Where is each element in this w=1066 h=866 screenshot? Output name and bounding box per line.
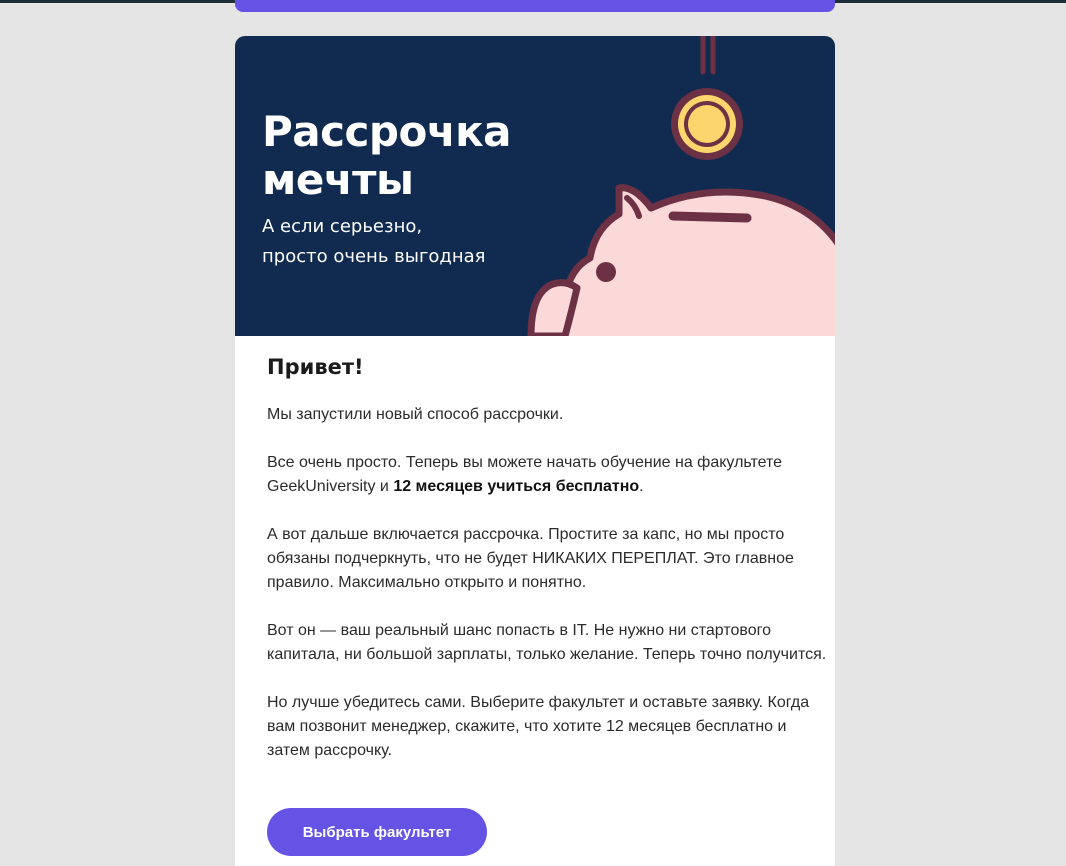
email-card (235, 36, 835, 866)
paragraph-offer-highlight: 12 месяцев учиться бесплатно (393, 478, 640, 495)
hero-banner (235, 36, 835, 336)
hero-subtitle-line2: просто очень выгодная (262, 246, 486, 267)
pig-icon (531, 188, 835, 336)
paragraph-offer (267, 451, 827, 499)
hero-subtitle (262, 212, 542, 272)
hero-title (262, 108, 582, 204)
header-accent-bar (235, 0, 835, 12)
hero-subtitle-line1: А если серьезно, (262, 216, 423, 237)
paragraph-intro: Мы запустили новый способ рассрочки. (267, 406, 564, 423)
paragraph-offer-text: Все очень просто. Теперь вы можете начать обучение на факультете GeekUniversity и (267, 454, 783, 495)
hero-title-line1: Рассрочка (262, 107, 512, 156)
email-body (267, 354, 827, 787)
paragraph-installment: А вот дальше включается рассрочка. Простите за капс, но мы просто обязаны подчеркнуть, что не будет НИКАКИХ ПЕРЕПЛАТ. Это главное правило. Максимально открыто и понятно. (267, 526, 794, 591)
paragraph-offer-end: . (639, 478, 644, 495)
paragraph-it-chance: Вот он — ваш реальный шанс попасть в IT. Не нужно ни стартового капитала, ни большой зарплаты, только желание. Теперь точно получится. (267, 622, 827, 663)
paragraph-call-to-action: Но лучше убедитесь сами. Выберите факультет и оставьте заявку. Когда вам позвонит менеджер, скажите, что хотите 12 месяцев бесплатно и затем рассрочку. (267, 694, 810, 759)
greeting-heading: Привет! (267, 355, 364, 379)
hero-title-line2: мечты (262, 155, 414, 204)
coin-icon (671, 88, 743, 160)
choose-faculty-button[interactable]: Выбрать факультет (267, 808, 487, 856)
